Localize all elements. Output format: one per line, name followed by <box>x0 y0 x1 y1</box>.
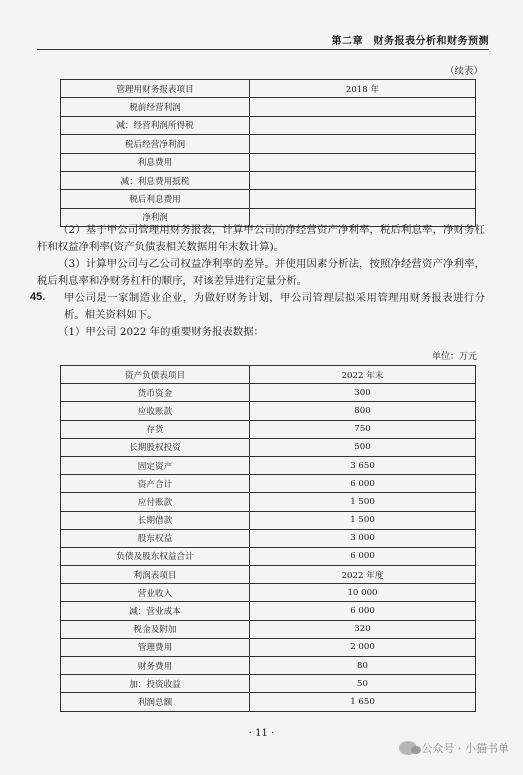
table-row <box>61 171 476 189</box>
wechat-icon <box>399 741 417 755</box>
question-intro: 甲公司是一家制造业企业，为做好财务计划，甲公司管理层拟采用管理用财务报表进行分析。相关资料如下。 <box>64 292 485 321</box>
table-row <box>61 366 476 384</box>
table-row <box>61 657 476 675</box>
row-label-cell: 应收账款 <box>61 402 250 420</box>
row-label-cell: 税前经营利润 <box>61 98 250 116</box>
table-row <box>61 493 476 511</box>
question-part-3: （3）计算甲公司与乙公司权益净利率的差异。并使用因素分析法，按照净经营资产净利率，税后利息率和净财务杠杆的顺序，对该差异进行定量分析。 <box>37 258 485 287</box>
value-cell: 300 <box>250 384 476 402</box>
table-row <box>61 420 476 438</box>
table-row <box>61 693 476 711</box>
value-cell: 2022 年度 <box>250 566 476 584</box>
question-part-2: （2）基于甲公司管理用财务报表，计算甲公司的净经营资产净利率，税后利息率，净财务杠杆和权益净利率(资产负债表相关数据用年末数计算)。 <box>37 224 485 253</box>
row-label-cell: 营业收入 <box>61 584 250 602</box>
row-label-cell: 管理用财务报表项目 <box>61 80 250 98</box>
question-number: 45. <box>30 291 46 303</box>
row-label-cell: 资产负债表项目 <box>61 366 250 384</box>
table-row <box>61 675 476 693</box>
value-cell <box>250 153 476 171</box>
row-label-cell: 加：投资收益 <box>61 675 250 693</box>
value-cell: 3 000 <box>250 529 476 547</box>
value-cell <box>250 171 476 189</box>
table-row <box>61 547 476 565</box>
table-row <box>61 475 476 493</box>
unit-note: 单位：万元 <box>431 352 477 362</box>
value-cell <box>250 190 476 208</box>
table-row <box>61 116 476 134</box>
row-label-cell: 资产合计 <box>61 475 250 493</box>
financial-data-table <box>60 365 476 712</box>
row-label-cell: 长期股权投资 <box>61 438 250 456</box>
value-cell: 800 <box>250 402 476 420</box>
value-cell: 750 <box>250 420 476 438</box>
row-label-cell: 利润总额 <box>61 693 250 711</box>
value-cell: 1 500 <box>250 493 476 511</box>
value-cell <box>250 135 476 153</box>
value-cell: 2018 年 <box>250 80 476 98</box>
row-label-cell: 存货 <box>61 420 250 438</box>
table-header-row <box>61 80 476 98</box>
table-row <box>61 638 476 656</box>
row-label-cell: 税金及附加 <box>61 620 250 638</box>
row-label-cell: 净利润 <box>61 208 250 226</box>
row-label-cell: 股东权益 <box>61 529 250 547</box>
row-label-cell: 利息费用 <box>61 153 250 171</box>
table-row <box>61 620 476 638</box>
continued-note: （续表） <box>444 66 483 77</box>
table-row <box>61 438 476 456</box>
management-report-table <box>60 79 476 227</box>
table-row <box>61 135 476 153</box>
value-cell: 6 000 <box>250 475 476 493</box>
value-cell: 50 <box>250 675 476 693</box>
row-label-cell: 货币资金 <box>61 384 250 402</box>
value-cell: 6 000 <box>250 547 476 565</box>
value-cell: 3 650 <box>250 456 476 474</box>
question-part-1: （1）甲公司 2022 年的重要财务报表数据： <box>58 326 264 338</box>
row-label-cell: 减：经营利润所得税 <box>61 116 250 134</box>
value-cell: 2022 年末 <box>250 366 476 384</box>
row-label-cell: 负债及股东权益合计 <box>61 547 250 565</box>
table-row <box>61 153 476 171</box>
table-row <box>61 402 476 420</box>
table-row <box>61 511 476 529</box>
table-row <box>61 98 476 116</box>
row-label-cell: 利润表项目 <box>61 566 250 584</box>
value-cell: 80 <box>250 657 476 675</box>
table-row <box>61 384 476 402</box>
watermark-text: 公众号 · 小猫书单 <box>421 742 509 755</box>
page-number: · 11 · <box>248 728 275 739</box>
value-cell: 320 <box>250 620 476 638</box>
row-label-cell: 税后经营净利润 <box>61 135 250 153</box>
row-label-cell: 减：营业成本 <box>61 602 250 620</box>
watermark <box>399 740 510 756</box>
row-label-cell: 长期借款 <box>61 511 250 529</box>
value-cell: 1 500 <box>250 511 476 529</box>
row-label-cell: 固定资产 <box>61 456 250 474</box>
header-rule <box>37 49 489 50</box>
table-row <box>61 566 476 584</box>
table-row <box>61 456 476 474</box>
value-cell <box>250 98 476 116</box>
table-row <box>61 584 476 602</box>
row-label-cell: 减：利息费用抵税 <box>61 171 250 189</box>
value-cell <box>250 116 476 134</box>
value-cell: 2 000 <box>250 638 476 656</box>
running-head: 第二章 财务报表分析和财务预测 <box>331 36 489 47</box>
row-label-cell: 应付账款 <box>61 493 250 511</box>
row-label-cell: 税后利息费用 <box>61 190 250 208</box>
value-cell: 1 650 <box>250 693 476 711</box>
value-cell: 6 000 <box>250 602 476 620</box>
value-cell: 500 <box>250 438 476 456</box>
table-row <box>61 602 476 620</box>
row-label-cell: 管理费用 <box>61 638 250 656</box>
row-label-cell: 财务费用 <box>61 657 250 675</box>
table-row <box>61 190 476 208</box>
value-cell: 10 000 <box>250 584 476 602</box>
table-row <box>61 529 476 547</box>
